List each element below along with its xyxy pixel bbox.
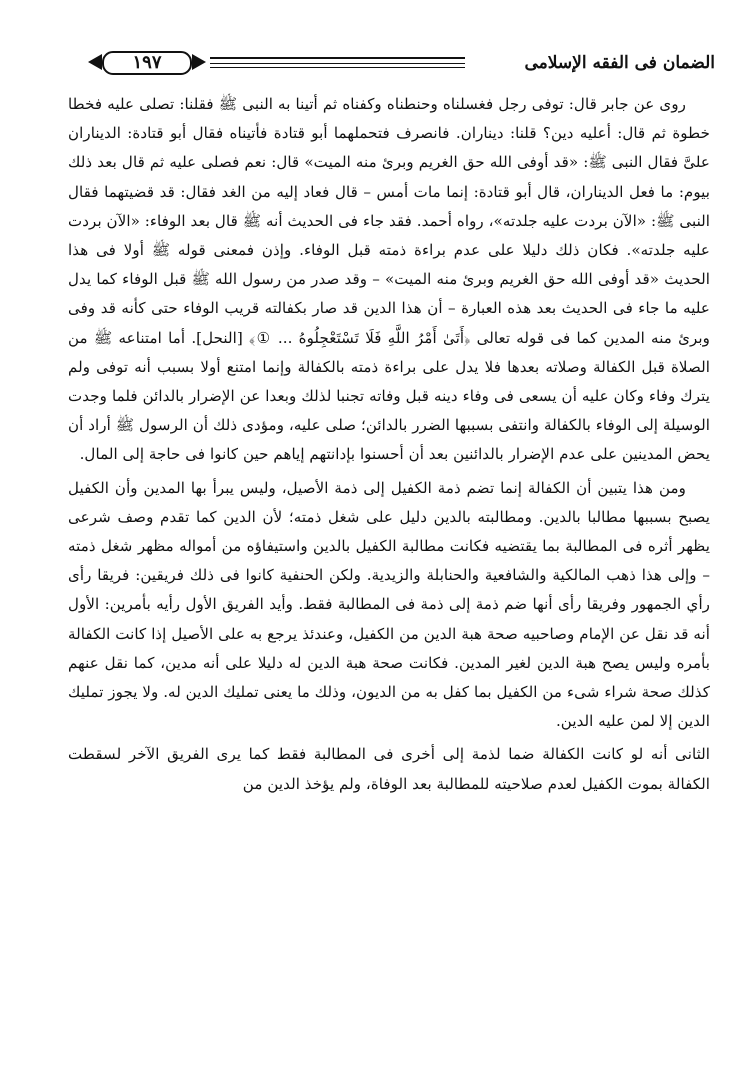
running-title: الضمان فى الفقه الإسلامى [524, 53, 715, 73]
paragraph: ومن هذا يتبين أن الكفالة إنما تضم ذمة الكفيل إلى ذمة الأصيل، وليس يبرأ بها المدين وأن الكفيل يصبح بسببها مطالبا بالدين. ومطالبته بالدين دليل على شغل ذمته؛ لأن الدين كما تقدم وصف شرعى يظهر أثره فى المطالبة بما يقتضيه فكانت مطالبة الكفيل بالدين واستيفاؤه من أمواله مظهر شغل ذمته – وإلى هذا ذهب المالكية والشافعية والحنابلة والزيدية. ولكن الحنفية كانوا فى ذلك فريقين: فريقا رأى رأي الجمهور وفريقا رأى أنها ضم ذمة إلى ذمة فى المطالبة فقط. وأيد الفريق الأول رأيه بأمرين: الأول أنه قد نقل عن الإمام وصاحبيه صحة هبة الدين من الكفيل، وعندئذ يرجع به على الأصيل إذا كانت الكفالة بأمره وليس يصح هبة الدين لغير المدين. فكانت صحة هبة الدين له دليلا على أنه مدين، كما نقل عنهم كذلك صحة شراء شىء من الكفيل بما كفل به من الديون، وذلك ما يعنى تمليك الدين له. ولا يجوز تمليك الدين إلا لمن عليه الدين. [68, 478, 710, 731]
page-number-badge [88, 51, 206, 73]
header-rule-thin [210, 67, 465, 68]
ornament-left-icon [88, 54, 102, 70]
paragraph: روى عن جابر قال: توفى رجل فغسلناه وحنطناه وكفناه ثم أتينا به النبى ﷺ فقلنا: تصلى عليه فخطا خطوة ثم قال: أعليه دين؟ قلنا: ديناران. فانصرف فتحملهما أبو قتادة فأتيناه فقال أبو قتادة: الديناران علىَّ فقال النبى ﷺ: «قد أوفى الله حق الغريم وبرئ منه الميت» قال: نعم فصلى عليه ثم قال بعد ذلك بيوم: ما فعل الديناران، قال أبو قتادة: إنما مات أمس – قال فعاد إليه من الغد فقال: قد قضيتهما فقال النبى ﷺ: «الآن بردت عليه جلدته»، رواه أحمد. فقد جاء فى الحديث أنه ﷺ قال بعد الوفاء: «الآن بردت عليه جلدته». فكان ذلك دليلا على عدم براءة ذمته قبل الوفاء. وإذن فمعنى قوله ﷺ أولا فى هذا الحديث «قد أوفى الله حق الغريم وبرئ منه الميت» – وقد صدر من رسول الله ﷺ قبل الوفاء كما يدل عليه ما جاء فى الحديث بعد هذه العبارة – أن هذا الدين قد صار بكفالته قريب الوفاء حتى كأنه قد وفى وبرئ منه المدين كما فى قوله تعالى ﴿أَتَىٰ أَمْرُ اللَّهِ فَلَا تَسْتَعْجِلُوهُ ... ①﴾ [النحل]. أما امتناعه ﷺ من الصلاة قبل الكفالة وصلاته بعدها فلا يدل على براءة ذمته بالكفالة وإنما امتنع أولا بسبب أنه توفى ولم يترك وفاء وكان عليه أن يسعى فى وفاء دينه قبل وفاته تجنبا لذلك وبعدا عن الإضرار بالدائن فلما وجدت الوسيلة إلى الوفاء بالكفالة وانتفى بسببها الضرر بالدائن؛ صلى عليه، ومؤدى ذلك أن الرسول ﷺ أراد أن يحض المدينين على عدم الإضرار بالدائنين بعد أن أحسنوا بإدانتهم إياهم حين كانوا فى حاجة إلى المال. [68, 95, 710, 464]
body-text [68, 90, 710, 799]
paragraph: الثانى أنه لو كانت الكفالة ضما لذمة إلى أخرى فى المطالبة فقط كما يرى الفريق الآخر لسقطت الكفالة بموت الكفيل لعدم صلاحيته للمطالبة بعد الوفاة، ولم يؤخذ الدين من [68, 745, 710, 793]
running-header [70, 50, 715, 76]
header-rule [210, 57, 465, 64]
page-number: ١٩٧ [102, 51, 192, 75]
ornament-right-icon [192, 54, 206, 70]
